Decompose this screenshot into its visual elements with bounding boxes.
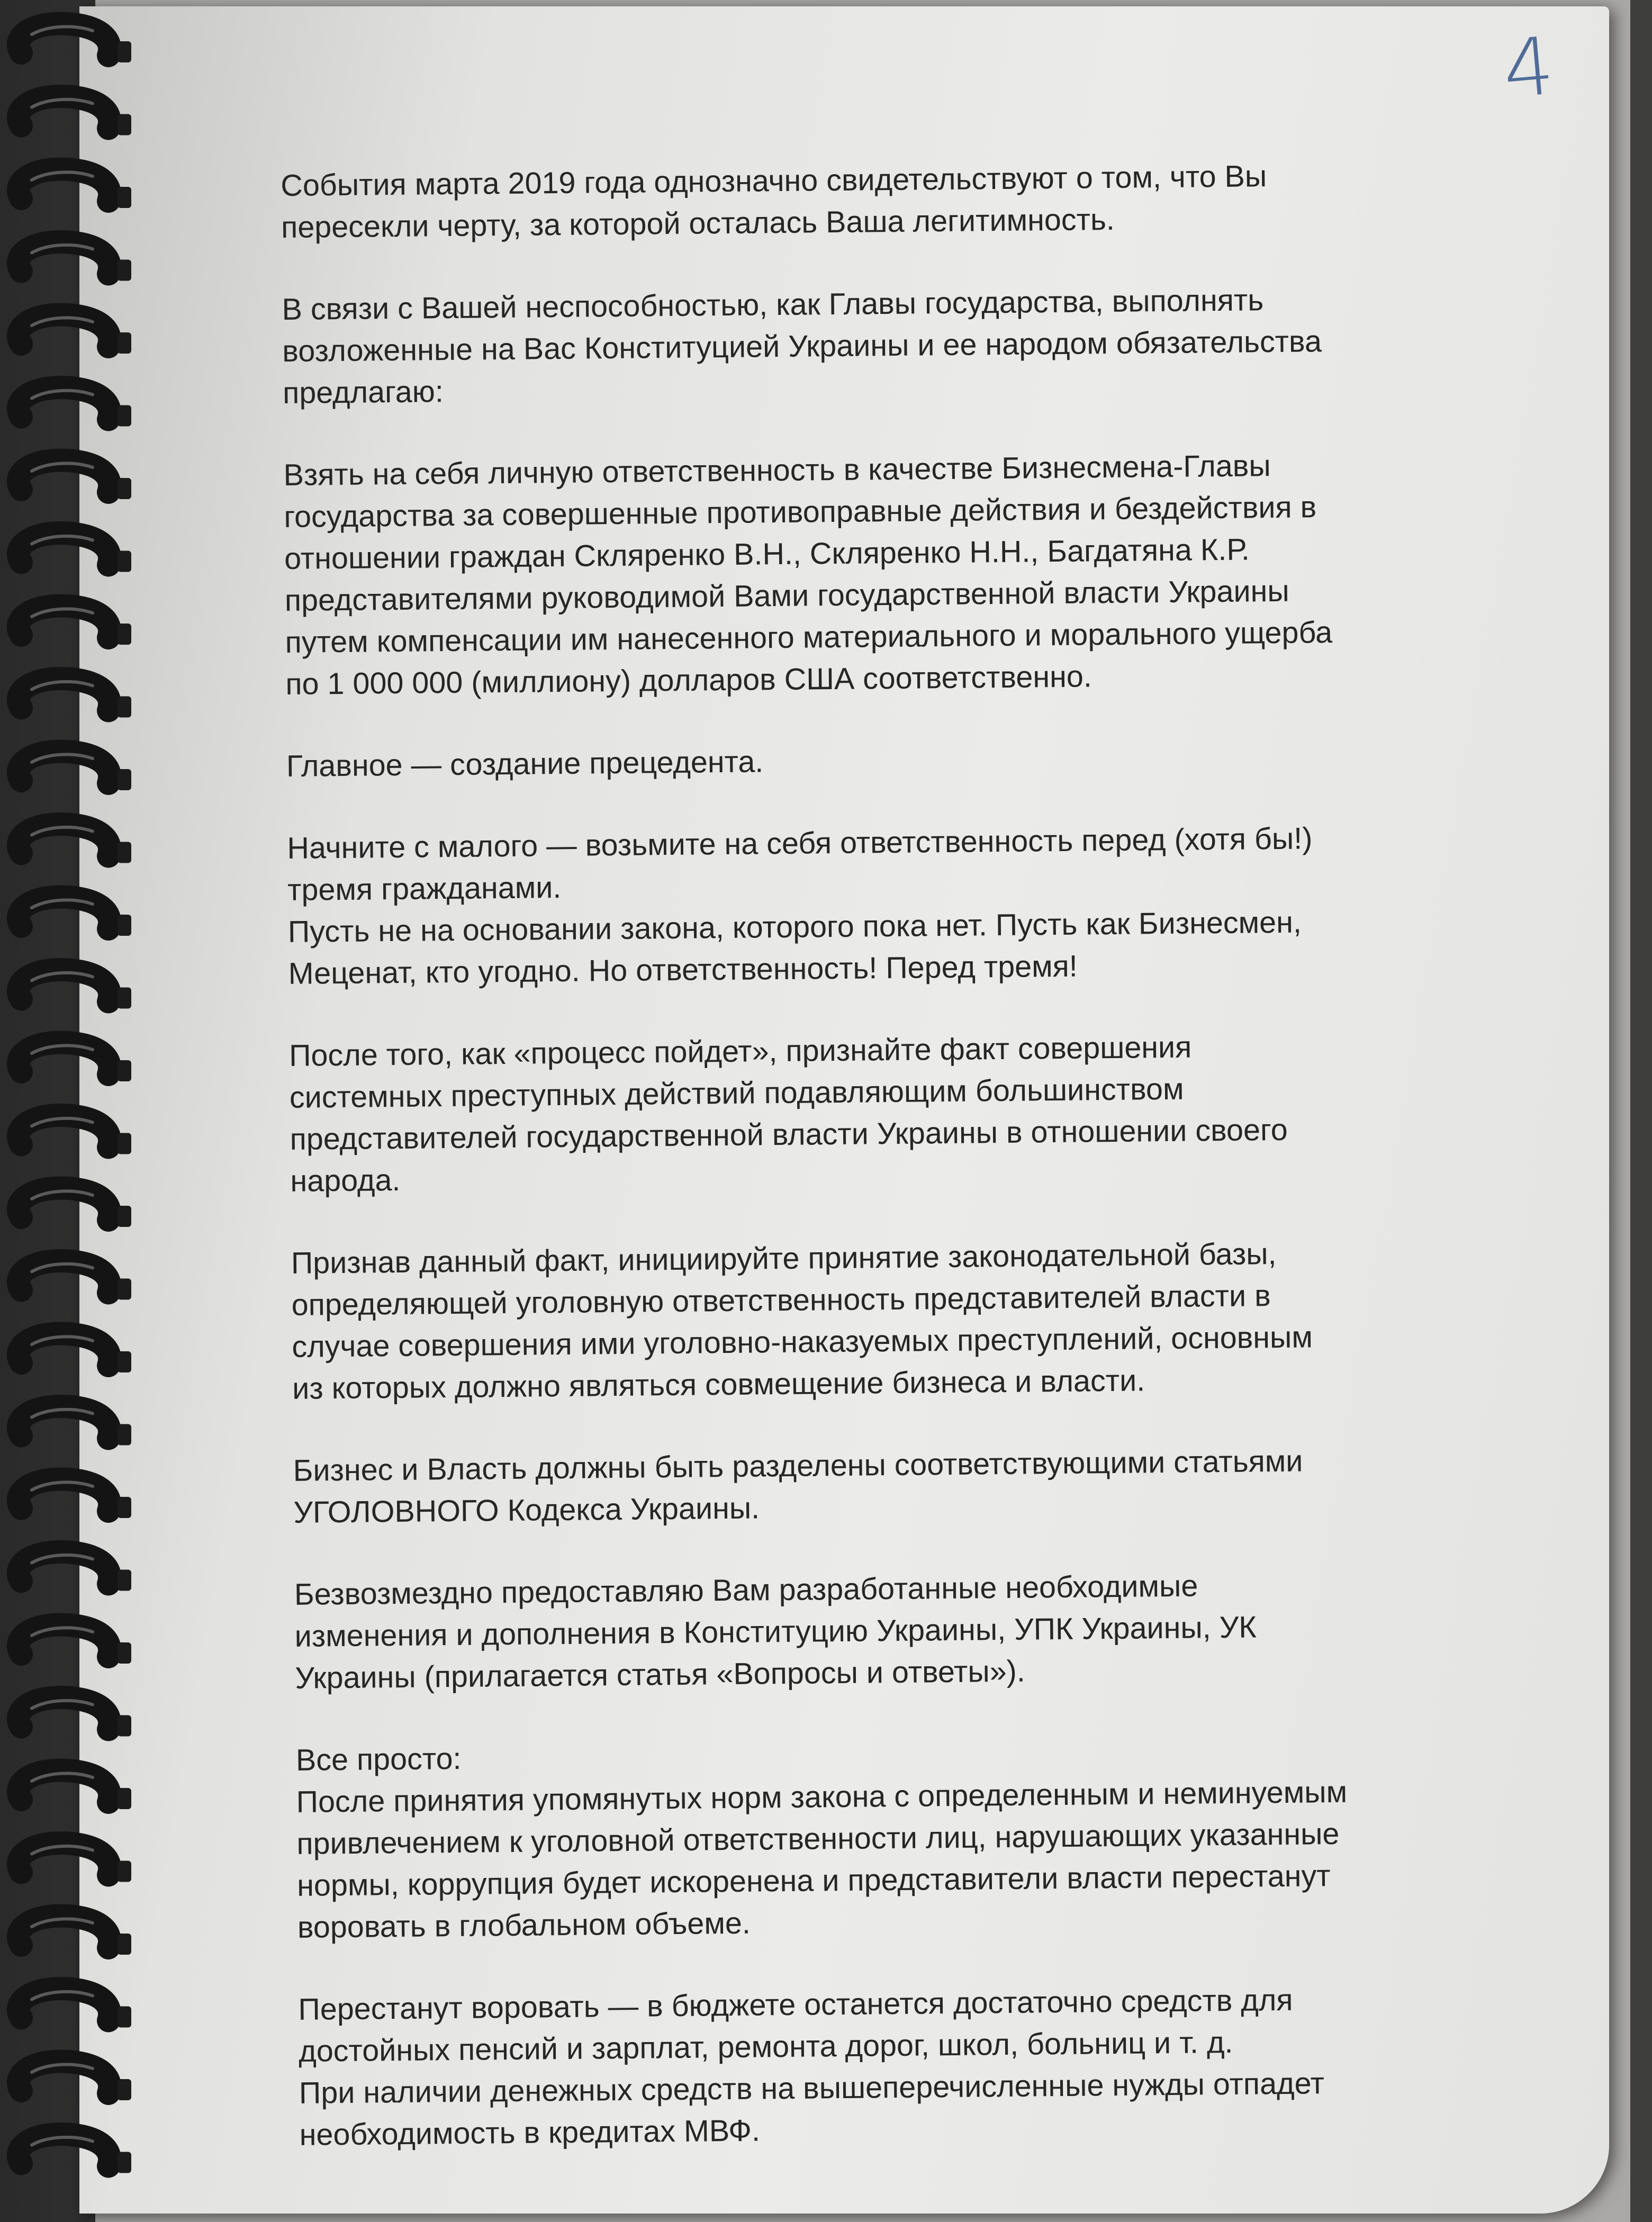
binding-hole (118, 769, 131, 790)
binding-hole (118, 1788, 131, 1809)
document-page (79, 6, 1609, 2214)
binding-hole (118, 1642, 131, 1664)
binding-coil (19, 242, 110, 274)
text-line: народа. (290, 1163, 401, 1198)
binding-hole (118, 988, 131, 1009)
binding-hole (118, 1424, 131, 1446)
paragraph-6 (289, 1023, 1603, 1203)
binding-coil (19, 1697, 110, 1730)
binding-coil (19, 1916, 110, 1948)
binding-coil (19, 970, 110, 1002)
binding-coil (19, 1406, 110, 1439)
text-line: представителями руководимой Вами государственной власти Украины (284, 574, 1289, 618)
paragraph-4 (286, 733, 1600, 788)
binding-coil (19, 1042, 110, 1074)
paragraph-10 (296, 1727, 1609, 1949)
binding-hole (118, 1060, 131, 1081)
binding-hole (118, 1497, 131, 1518)
text-line: тремя гражданами. (287, 870, 562, 907)
text-line: представителей государственной власти Украины в отношении своего (290, 1113, 1288, 1157)
binding-hole (118, 332, 131, 354)
paragraph-3 (283, 442, 1598, 706)
binding-hole (118, 41, 131, 62)
binding-hole (118, 1133, 131, 1154)
binding-hole (118, 551, 131, 572)
text-line: При наличии денежных средств на вышеперечисленные нужды отпадет (299, 2066, 1325, 2110)
text-line: отношении граждан Скляренко В.Н., Скляренко Н.Н., Багдатяна К.Р. (284, 532, 1250, 576)
binding-coil (19, 387, 110, 420)
text-line: путем компенсации им нанесенного материального и морального ущерба (285, 615, 1333, 660)
binding-coil (19, 1188, 110, 1220)
binding-coil (19, 1552, 110, 1584)
binding-coil (19, 1261, 110, 1293)
text-line: предлагаю: (282, 375, 444, 410)
binding-coil (19, 1989, 110, 2021)
text-line: Взять на себя личную ответственность в качестве Бизнесмена-Главы (283, 449, 1271, 492)
binding-coil (19, 23, 110, 56)
text-line: нормы, коррупция будет искоренена и представители власти перестанут (296, 1859, 1331, 1903)
paragraph-7 (291, 1230, 1605, 1410)
binding-hole (118, 1570, 131, 1591)
binding-hole (118, 915, 131, 936)
paragraph-11 (298, 1976, 1609, 2156)
binding-hole (118, 842, 131, 863)
binding-coil (19, 2061, 110, 2093)
binding-hole (118, 1351, 131, 1372)
document-body (281, 152, 1609, 2197)
binding-hole (118, 405, 131, 427)
text-line: После принятия упомянутых норм закона с определенным и неминуемым (296, 1775, 1348, 1819)
handwritten-page-number: 4 (1499, 20, 1558, 116)
binding-coil (19, 1770, 110, 1802)
binding-coil (19, 314, 110, 347)
text-line: системных преступных действий подавляющим большинством (289, 1072, 1184, 1115)
paragraph-5 (287, 815, 1601, 995)
binding-coil (19, 1843, 110, 1875)
binding-hole (118, 2007, 131, 2028)
binding-coil (19, 679, 110, 711)
binding-hole (118, 2079, 131, 2100)
text-line: После того, как «процесс пойдет», признайте факт совершения (288, 1030, 1192, 1073)
binding-coil (19, 1333, 110, 1366)
paragraph-9 (294, 1561, 1608, 1700)
binding-coils (19, 23, 131, 2173)
binding-hole (118, 187, 131, 208)
text-line: Главное — создание прецедента. (286, 745, 764, 783)
text-line: В связи с Вашей неспособностью, как Главы государства, выполнять (282, 283, 1264, 327)
text-line: определяющей уголовную ответственность представителей власти в (291, 1279, 1271, 1322)
text-line: Все просто: (295, 1741, 462, 1777)
text-line: Бизнес и Власть должны быть разделены соответствующими статьями (293, 1444, 1303, 1488)
binding-coil (19, 1115, 110, 1148)
text-line: воровать в глобальном объеме. (297, 1906, 751, 1945)
binding-hole (118, 260, 131, 281)
text-line: изменения и дополнения в Конституцию Украины, УПК Украины, УК (294, 1610, 1257, 1654)
binding-hole (118, 1715, 131, 1737)
text-line: достойных пенсий и зарплат, ремонта дорог, школ, больниц и т. д. (298, 2025, 1233, 2069)
binding-coil (19, 460, 110, 492)
binding-coil (19, 824, 110, 856)
paragraph-1 (281, 152, 1594, 249)
binding-coil (19, 169, 110, 201)
text-line: Перестанут воровать — в бюджете останется достаточно средств для (298, 1983, 1293, 2027)
text-line: Начните с малого — возьмите на себя ответственность перед (хотя бы!) (287, 821, 1313, 865)
text-line: привлечением к уголовной ответственности лиц, нарушающих указанные (296, 1817, 1340, 1861)
text-line: случае совершения ими уголовно-наказуемых преступлений, основным (292, 1320, 1313, 1364)
binding-hole (118, 478, 131, 499)
binding-hole (118, 1934, 131, 1955)
binding-coil (19, 606, 110, 638)
text-line: Признав данный факт, инициируйте принятие законодательной базы, (291, 1237, 1277, 1280)
binding-hole (118, 1279, 131, 1300)
text-line: пересекли черту, за которой осталась Ваша легитимность. (281, 202, 1115, 245)
text-line: государства за совершенные противоправные действия и бездействия в (284, 490, 1317, 534)
binding-hole (118, 1861, 131, 1882)
text-line: по 1 000 000 (миллиону) долларов США соответственно. (285, 660, 1093, 701)
binding-coil (19, 2134, 110, 2166)
text-line: Украины (прилагается статья «Вопросы и ответы»). (295, 1654, 1026, 1695)
binding-coil (19, 751, 110, 783)
text-line: Меценат, кто угодно. Но ответственность! Перед тремя! (288, 949, 1078, 991)
binding-coil (19, 1479, 110, 1511)
spiral-binding (0, 0, 138, 2222)
text-line: УГОЛОВНОГО Кодекса Украины. (293, 1491, 760, 1530)
text-line: из которых должно являться совмещение бизнеса и власти. (292, 1363, 1145, 1406)
text-line: возложенные на Вас Конституцией Украины и ее народом обязательства (282, 324, 1322, 368)
binding-hole (118, 2152, 131, 2173)
binding-coil (19, 96, 110, 129)
binding-hole (118, 624, 131, 645)
binding-hole (118, 1206, 131, 1227)
paragraph-8 (293, 1438, 1606, 1534)
text-line: необходимость в кредитах МВФ. (299, 2113, 761, 2152)
binding-hole (118, 697, 131, 718)
binding-coil (19, 1624, 110, 1657)
text-line: Пусть не на основании закона, которого пока нет. Пусть как Бизнесмен, (287, 905, 1302, 949)
binding-hole (118, 114, 131, 136)
paragraph-2 (282, 276, 1595, 414)
text-line: События марта 2019 года однозначно свидетельствуют о том, что Вы (281, 159, 1267, 203)
binding-coil (19, 897, 110, 929)
binding-coil (19, 533, 110, 565)
text-line: Безвозмездно предоставляю Вам разработанные необходимые (294, 1569, 1198, 1612)
